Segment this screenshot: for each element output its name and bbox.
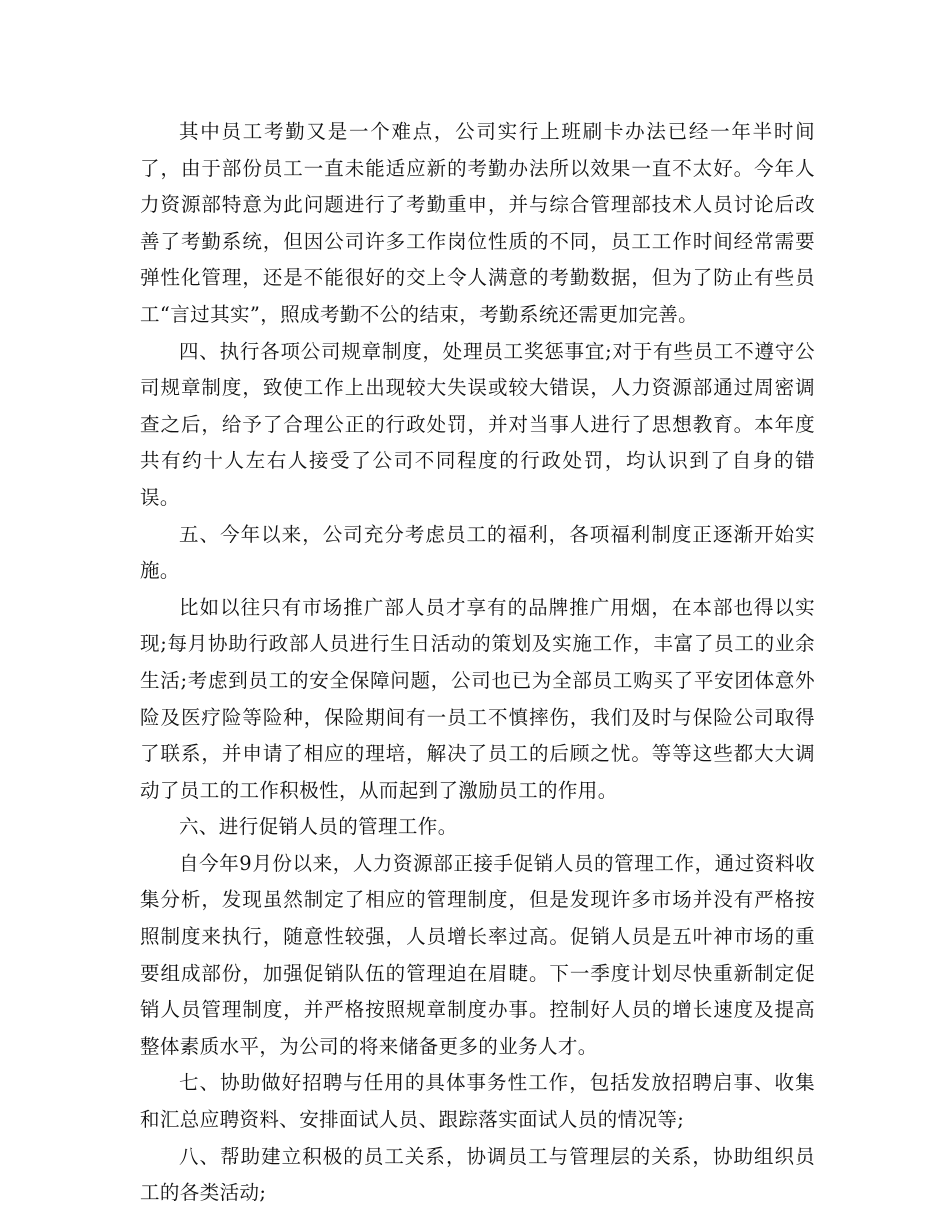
paragraph-section-6-promoters: 六、进行促销人员的管理工作。: [179, 815, 458, 839]
paragraph-welfare-details: 比如以往只有市场推广部人员才享有的品牌推广用烟，在本部也得以实现;每月协助行政部人员进行生日活动的策划及实施工作，丰富了员工的业余生活;考虑到员工的安全保障问题，公司也已为全部员工购买了平安团体意外险及医疗险等险种，保险期间有一员工不慎摔伤，我们及时与保险公司取得了联系，并申请了相应的理培，解决了员工的后顾之忧。等等这些都大大调动了员工的工作积极性，从而起到了激励员工的作用。: [140, 595, 815, 802]
document-body: [140, 114, 815, 1212]
paragraph-section-8-relations: 八、帮助建立积极的员工关系，协调员工与管理层的关系，协助组织员工的各类活动;: [140, 1144, 815, 1205]
paragraph-section-4-rules: 四、执行各项公司规章制度，处理员工奖惩事宜;对于有些员工不遵守公司规章制度，致使工作上出现较大失误或较大错误，人力资源部通过周密调查之后，给予了合理公正的行政处罚，并对当事人进行了思想教育。本年度共有约十人左右人接受了公司不同程度的行政处罚，均认识到了自身的错误。: [140, 339, 815, 509]
paragraph-section-7-recruitment: 七、协助做好招聘与任用的具体事务性工作，包括发放招聘启事、收集和汇总应聘资料、安排面试人员、跟踪落实面试人员的情况等;: [140, 1071, 815, 1132]
paragraph-promoter-details: 自今年9月份以来，人力资源部正接手促销人员的管理工作，通过资料收集分析，发现虽然制定了相应的管理制度，但是发现许多市场并没有严格按照制度来执行，随意性较强，人员增长率过高。促销人员是五叶神市场的重要组成部份，加强促销队伍的管理迫在眉睫。下一季度计划尽快重新制定促销人员管理制度，并严格按照规章制度办事。控制好人员的增长速度及提高整体素质水平，为公司的将来储备更多的业务人才。: [140, 851, 815, 1058]
paragraph-section-5-welfare: 五、今年以来，公司充分考虑员工的福利，各项福利制度正逐渐开始实施。: [140, 522, 815, 583]
paragraph-attendance: 其中员工考勤又是一个难点，公司实行上班刷卡办法已经一年半时间了，由于部份员工一直未能适应新的考勤办法所以效果一直不太好。今年人力资源部特意为此问题进行了考勤重申，并与综合管理部技术人员讨论后改善了考勤系统，但因公司许多工作岗位性质的不同，员工工作时间经常需要弹性化管理，还是不能很好的交上令人满意的考勤数据，但为了防止有些员工“言过其实”，照成考勤不公的结束，考勤系统还需更加完善。: [140, 120, 815, 326]
